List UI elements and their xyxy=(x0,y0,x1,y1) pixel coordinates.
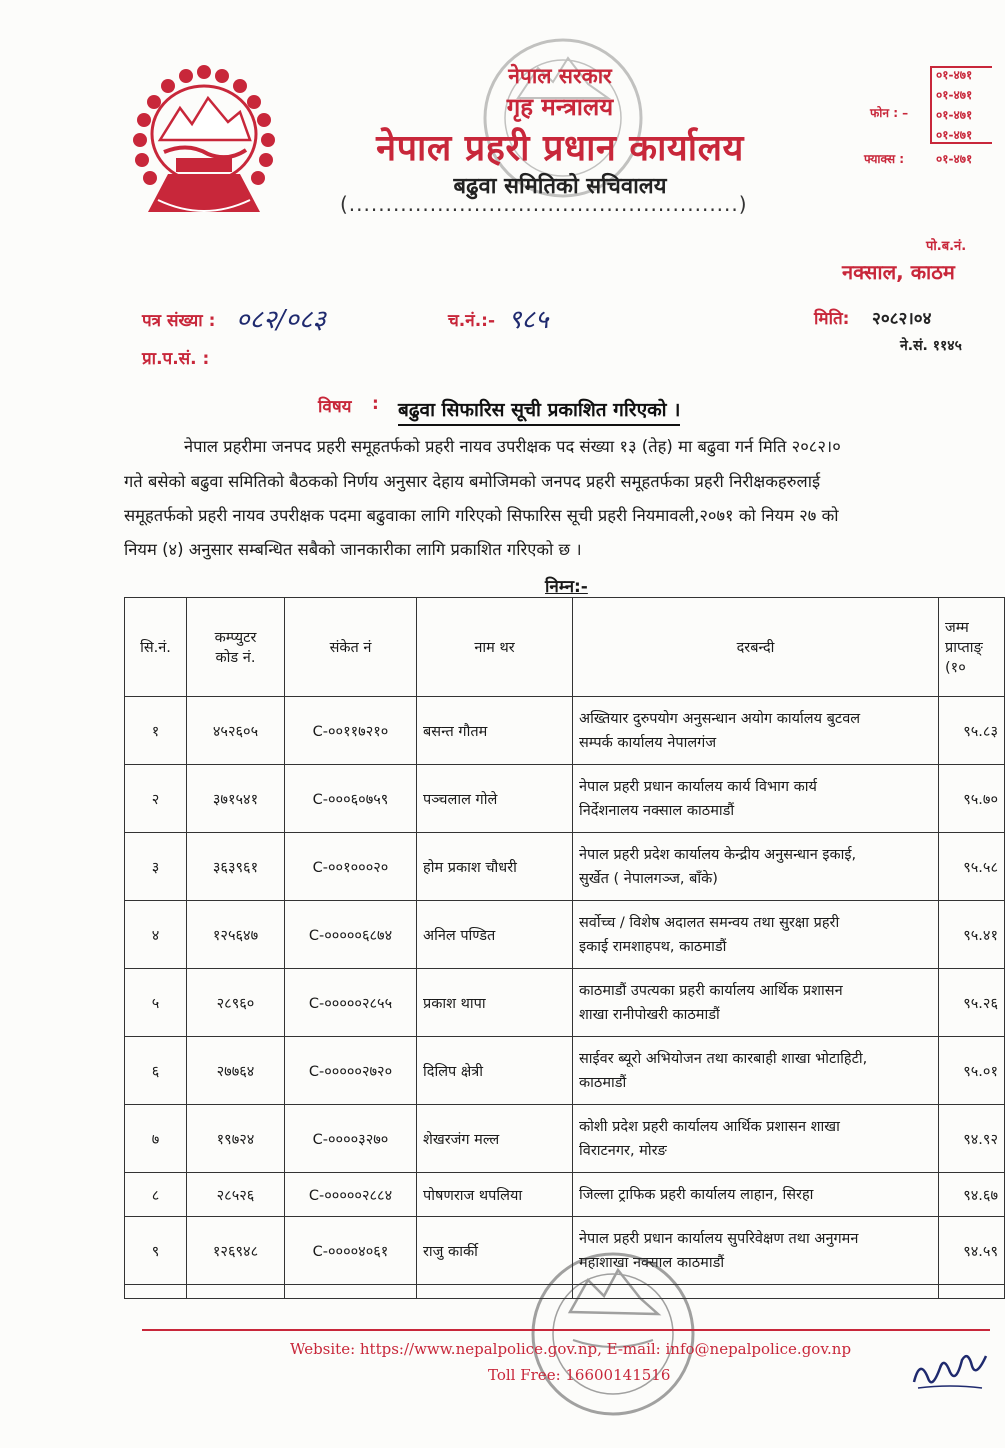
serial-number-cell: ३ xyxy=(125,833,187,901)
subject-label: विषय xyxy=(318,397,352,417)
serial-number-cell: २ xyxy=(125,765,187,833)
col-header-total-line1: जम्म xyxy=(945,620,969,636)
receipt-number-label: प्रा.प.सं. : xyxy=(142,349,210,369)
posting-cell xyxy=(573,1105,939,1173)
posting-line: सुर्खेत ( नेपालगञ्ज, बाँके) xyxy=(579,870,718,887)
footer-divider xyxy=(142,1329,990,1331)
posting-cell xyxy=(573,765,939,833)
computer-code-cell: २८५२६ xyxy=(187,1173,285,1217)
body-line: समूहतर्फको प्रहरी नायव उपरीक्षक पदमा बढुवाका लागि गरिएको सिफारिस सूची प्रहरी नियमावली,२०७१ को नियम २७ को xyxy=(124,506,839,525)
score-cell: ९५.२६ xyxy=(939,969,1005,1037)
col-header-code-line1: कम्प्युटर xyxy=(214,630,257,646)
posting-cell xyxy=(573,1173,939,1217)
phone-number: ०१-४७१ xyxy=(936,88,973,102)
serial-number-cell: ५ xyxy=(125,969,187,1037)
date-value: २०८२।०४ xyxy=(872,309,932,329)
computer-code-cell: ३६३९६१ xyxy=(187,833,285,901)
date-label: मिति: xyxy=(814,309,850,329)
signature xyxy=(910,1338,990,1398)
col-header-name: नाम थर xyxy=(417,598,573,697)
table-row xyxy=(125,901,1005,969)
posting-cell xyxy=(573,969,939,1037)
score-cell: ९५.७० xyxy=(939,765,1005,833)
empty-cell xyxy=(125,1285,187,1299)
posting-line: सर्वोच्च / विशेष अदालत समन्वय तथा सुरक्षा प्रहरी xyxy=(579,914,840,931)
phone-number: ०१-४७१ xyxy=(936,128,973,142)
serial-number-cell: ९ xyxy=(125,1217,187,1285)
symbol-number-cell: C-०००००२८५५ xyxy=(285,969,417,1037)
col-header-total-line3: (१० xyxy=(945,660,966,676)
name-cell: शेखरजंग मल्ल xyxy=(417,1105,573,1173)
serial-number-cell: ८ xyxy=(125,1173,187,1217)
score-cell: ९५.४१ xyxy=(939,901,1005,969)
po-box: पो.ब.नं. xyxy=(926,239,967,254)
score-cell: ९५.८३ xyxy=(939,697,1005,765)
table-header-row xyxy=(125,598,1005,697)
table-row xyxy=(125,969,1005,1037)
serial-number-cell: ७ xyxy=(125,1105,187,1173)
empty-cell xyxy=(187,1285,285,1299)
symbol-number-cell: C-००१०००२० xyxy=(285,833,417,901)
score-cell: ९४.६७ xyxy=(939,1173,1005,1217)
phone-number: ०१-४७१ xyxy=(936,68,973,82)
col-header-code xyxy=(187,598,285,697)
col-header-total xyxy=(939,598,1005,697)
posting-cell xyxy=(573,833,939,901)
footer-website: Website: https://www.nepalpolice.gov.np, E-mail: info@nepalpolice.gov.np xyxy=(290,1340,852,1358)
score-cell: ९५.०१ xyxy=(939,1037,1005,1105)
dispatch-number-label: च.नं.:- xyxy=(448,311,495,331)
posting-cell xyxy=(573,901,939,969)
posting-line: शाखा रानीपोखरी काठमाडौं xyxy=(579,1006,720,1023)
name-cell: दिलिप क्षेत्री xyxy=(417,1037,573,1105)
office-name: नेपाल प्रहरी प्रधान कार्यालय xyxy=(376,128,744,169)
symbol-number-cell: C-०००६०७५९ xyxy=(285,765,417,833)
fax-label: फ्याक्स : xyxy=(864,152,905,166)
posting-line: साईवर ब्यूरो अभियोजन तथा कारबाही शाखा भोटाहिटी, xyxy=(579,1050,868,1067)
table-row xyxy=(125,1105,1005,1173)
list-heading: निम्न:- xyxy=(545,577,588,597)
table-row xyxy=(125,1037,1005,1105)
symbol-number-cell: C-०००००६८७४ xyxy=(285,901,417,969)
posting-line: काठमाडौं xyxy=(579,1074,627,1091)
computer-code-cell: १९७२४ xyxy=(187,1105,285,1173)
posting-line: नेपाल प्रहरी प्रदेश कार्यालय केन्द्रीय अनुसन्धान इकाई, xyxy=(579,846,857,863)
phone-number: ०१-४७१ xyxy=(936,108,973,122)
empty-cell xyxy=(939,1285,1005,1299)
section-placeholder: (.....................................................) xyxy=(340,192,748,216)
computer-code-cell: १२५६४७ xyxy=(187,901,285,969)
fax-number: ०१-४७१ xyxy=(936,152,973,166)
body-line: गते बसेको बढुवा समितिको बैठकको निर्णय अनुसार देहाय बमोजिमको जनपद प्रहरी समूहतर्फका प्रहरी निरीक्षकहरुलाई xyxy=(124,472,821,491)
posting-line: जिल्ला ट्राफिक प्रहरी कार्यालय लाहान, सिरहा xyxy=(579,1186,814,1203)
posting-line: अख्तियार दुरुपयोग अनुसन्धान अयोग कार्यालय बुटवल xyxy=(579,710,861,727)
posting-line: काठमाडौं उपत्यका प्रहरी कार्यालय आर्थिक प्रशासन xyxy=(579,982,843,999)
col-header-sn: सि.नं. xyxy=(125,598,187,697)
symbol-number-cell: C-०००००२७२० xyxy=(285,1037,417,1105)
col-header-code-line2: कोड नं. xyxy=(215,650,256,666)
subject-text: बढुवा सिफारिस सूची प्रकाशित गरिएको । xyxy=(398,396,680,426)
symbol-number-cell: C-००००४०६१ xyxy=(285,1217,417,1285)
secretariat-name: बढुवा समितिको सचिवालय xyxy=(453,174,667,199)
phone-label: फोन : – xyxy=(870,106,909,120)
col-header-posting: दरबन्दी xyxy=(573,598,939,697)
name-cell: होम प्रकाश चौधरी xyxy=(417,833,573,901)
posting-line: निर्देशनालय नक्साल काठमाडौं xyxy=(579,802,735,819)
table-row xyxy=(125,833,1005,901)
empty-cell xyxy=(285,1285,417,1299)
name-cell: प्रकाश थापा xyxy=(417,969,573,1037)
name-cell: अनिल पण्डित xyxy=(417,901,573,969)
col-header-total-line2: प्राप्ताङ् xyxy=(945,640,983,656)
posting-cell xyxy=(573,1037,939,1105)
table-row xyxy=(125,765,1005,833)
serial-number-cell: ६ xyxy=(125,1037,187,1105)
posting-line: विराटनगर, मोरङ xyxy=(579,1142,667,1159)
posting-line: महाशाखा नक्साल काठमाडौं xyxy=(579,1254,725,1271)
computer-code-cell: १२६९४८ xyxy=(187,1217,285,1285)
serial-number-cell: १ xyxy=(125,697,187,765)
body-line: नेपाल प्रहरीमा जनपद प्रहरी समूहतर्फको प्रहरी नायव उपरीक्षक पद संख्या १३ (तेह) मा बढुवा गर्न मिति २०८२।० xyxy=(184,437,841,456)
ministry-name: गृह मन्त्रालय xyxy=(506,93,614,121)
computer-code-cell: ३७१५४१ xyxy=(187,765,285,833)
score-cell: ९४.५९ xyxy=(939,1217,1005,1285)
name-cell: राजु कार्की xyxy=(417,1217,573,1285)
computer-code-cell: ४५२६०५ xyxy=(187,697,285,765)
nepal-sambat: ने.सं. ११४५ xyxy=(900,338,962,354)
recommendation-table xyxy=(124,597,1005,1299)
posting-line: नेपाल प्रहरी प्रधान कार्यालय कार्य विभाग कार्य xyxy=(579,778,817,795)
name-cell: पञ्चलाल गोले xyxy=(417,765,573,833)
posting-cell xyxy=(573,697,939,765)
body-line: नियम (४) अनुसार सम्बन्धित सबैको जानकारीका लागि प्रकाशित गरिएको छ । xyxy=(124,540,582,559)
footer-tollfree: Toll Free: 16600141516 xyxy=(488,1366,671,1384)
table-row xyxy=(125,697,1005,765)
computer-code-cell: २७७६४ xyxy=(187,1037,285,1105)
col-header-symbol: संकेत नं xyxy=(285,598,417,697)
office-seal-stamp xyxy=(528,1228,698,1440)
symbol-number-cell: C-००००३२७० xyxy=(285,1105,417,1173)
name-cell: पोषणराज थपलिया xyxy=(417,1173,573,1217)
nepal-police-emblem xyxy=(128,62,280,228)
table-row xyxy=(125,1173,1005,1217)
name-cell: बसन्त गौतम xyxy=(417,697,573,765)
letter-number: ०८२/०८३ xyxy=(236,305,326,335)
posting-line: सम्पर्क कार्यालय नेपालगंज xyxy=(579,734,717,751)
posting-line: इकाई रामशाहपथ, काठमाडौं xyxy=(579,938,727,955)
symbol-number-cell: C-०००००२८८४ xyxy=(285,1173,417,1217)
posting-line: कोशी प्रदेश प्रहरी कार्यालय आर्थिक प्रशासन शाखा xyxy=(579,1118,840,1135)
government-name: नेपाल सरकार xyxy=(508,64,612,88)
score-cell: ९४.९२ xyxy=(939,1105,1005,1173)
letter-number-label: पत्र संख्या : xyxy=(142,311,216,331)
serial-number-cell: ४ xyxy=(125,901,187,969)
computer-code-cell: २८९६० xyxy=(187,969,285,1037)
symbol-number-cell: C-००११७२१० xyxy=(285,697,417,765)
score-cell: ९५.५८ xyxy=(939,833,1005,901)
subject-colon: : xyxy=(372,394,379,414)
office-address: नक्साल, काठम xyxy=(842,260,955,284)
dispatch-number: ९८५ xyxy=(508,305,549,335)
posting-line: नेपाल प्रहरी प्रधान कार्यालय सुपरिवेक्षण तथा अनुगमन xyxy=(579,1230,859,1247)
